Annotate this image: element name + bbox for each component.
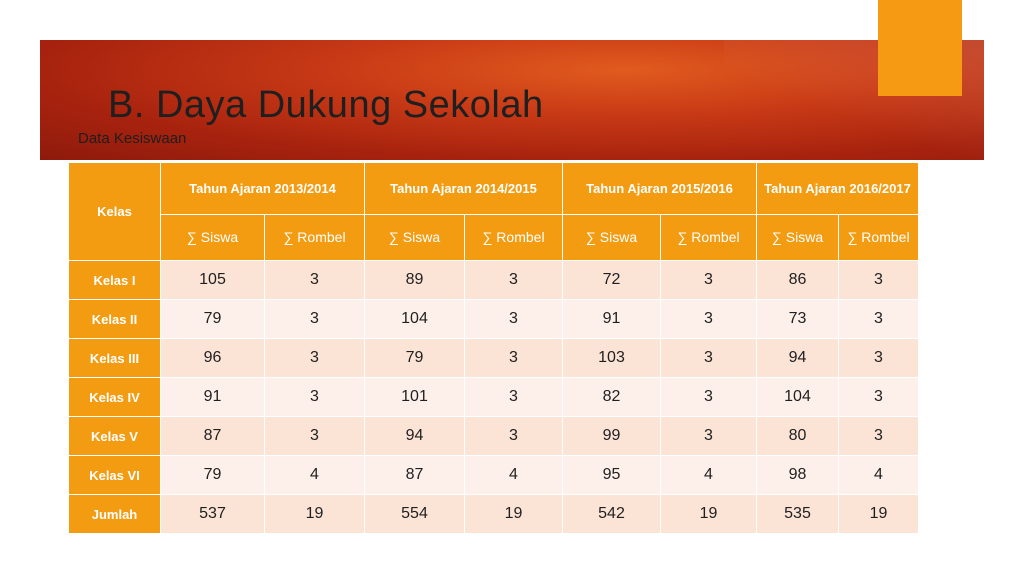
table-row: [69, 378, 919, 417]
rombel-cell: 19: [265, 495, 365, 534]
table-row: [69, 339, 919, 378]
siswa-cell: 95: [563, 456, 661, 495]
subheader: ∑ Siswa: [563, 215, 661, 261]
rombel-cell: 3: [661, 378, 757, 417]
rombel-cell: 3: [839, 417, 919, 456]
siswa-cell: 80: [757, 417, 839, 456]
rombel-cell: 4: [839, 456, 919, 495]
rombel-cell: 3: [661, 417, 757, 456]
rombel-cell: 3: [839, 339, 919, 378]
siswa-cell: 79: [161, 456, 265, 495]
siswa-cell: 99: [563, 417, 661, 456]
rombel-cell: 4: [265, 456, 365, 495]
siswa-cell: 103: [563, 339, 661, 378]
siswa-cell: 87: [365, 456, 465, 495]
siswa-cell: 104: [365, 300, 465, 339]
siswa-cell: 104: [757, 378, 839, 417]
rombel-cell: 19: [839, 495, 919, 534]
year-header: Tahun Ajaran 2013/2014: [161, 163, 365, 215]
rombel-cell: 3: [465, 417, 563, 456]
siswa-cell: 542: [563, 495, 661, 534]
slide-subtitle: Data Kesiswaan: [78, 130, 187, 147]
table-body: [69, 261, 919, 534]
row-label: Kelas III: [69, 339, 161, 378]
student-data-table: [68, 162, 919, 534]
year-header: Tahun Ajaran 2016/2017: [757, 163, 919, 215]
subheader: ∑ Siswa: [365, 215, 465, 261]
siswa-cell: 86: [757, 261, 839, 300]
rombel-cell: 3: [265, 339, 365, 378]
row-label: Kelas V: [69, 417, 161, 456]
slide-title: B. Daya Dukung Sekolah: [108, 84, 544, 126]
rombel-cell: 19: [465, 495, 563, 534]
siswa-cell: 79: [365, 339, 465, 378]
subheader-row: [69, 215, 919, 261]
siswa-cell: 98: [757, 456, 839, 495]
row-label: Kelas IV: [69, 378, 161, 417]
rombel-cell: 3: [661, 261, 757, 300]
total-row: [69, 495, 919, 534]
subheader: ∑ Rombel: [265, 215, 365, 261]
subheader: ∑ Rombel: [661, 215, 757, 261]
row-label: Kelas I: [69, 261, 161, 300]
rombel-cell: 3: [465, 300, 563, 339]
row-label: Kelas VI: [69, 456, 161, 495]
rombel-cell: 3: [465, 261, 563, 300]
siswa-cell: 82: [563, 378, 661, 417]
accent-box: [878, 0, 962, 96]
rombel-cell: 3: [661, 300, 757, 339]
table-row: [69, 417, 919, 456]
rombel-cell: 3: [661, 339, 757, 378]
subheader: ∑ Siswa: [161, 215, 265, 261]
year-header: Tahun Ajaran 2014/2015: [365, 163, 563, 215]
siswa-cell: 79: [161, 300, 265, 339]
row-label: Jumlah: [69, 495, 161, 534]
rombel-cell: 3: [265, 261, 365, 300]
rombel-cell: 3: [265, 417, 365, 456]
siswa-cell: 535: [757, 495, 839, 534]
rombel-cell: 3: [839, 300, 919, 339]
siswa-cell: 537: [161, 495, 265, 534]
siswa-cell: 94: [757, 339, 839, 378]
siswa-cell: 96: [161, 339, 265, 378]
rombel-cell: 3: [465, 378, 563, 417]
kelas-header: Kelas: [69, 163, 161, 261]
siswa-cell: 91: [563, 300, 661, 339]
year-header-row: [69, 163, 919, 215]
siswa-cell: 89: [365, 261, 465, 300]
siswa-cell: 94: [365, 417, 465, 456]
siswa-cell: 105: [161, 261, 265, 300]
rombel-cell: 3: [265, 300, 365, 339]
siswa-cell: 554: [365, 495, 465, 534]
subheader: ∑ Siswa: [757, 215, 839, 261]
row-label: Kelas II: [69, 300, 161, 339]
rombel-cell: 4: [661, 456, 757, 495]
rombel-cell: 3: [465, 339, 563, 378]
year-header: Tahun Ajaran 2015/2016: [563, 163, 757, 215]
rombel-cell: 3: [839, 261, 919, 300]
rombel-cell: 19: [661, 495, 757, 534]
siswa-cell: 87: [161, 417, 265, 456]
siswa-cell: 101: [365, 378, 465, 417]
rombel-cell: 4: [465, 456, 563, 495]
subheader: ∑ Rombel: [465, 215, 563, 261]
siswa-cell: 91: [161, 378, 265, 417]
subheader: ∑ Rombel: [839, 215, 919, 261]
siswa-cell: 73: [757, 300, 839, 339]
rombel-cell: 3: [265, 378, 365, 417]
table-row: [69, 456, 919, 495]
siswa-cell: 72: [563, 261, 661, 300]
table-row: [69, 300, 919, 339]
table-row: [69, 261, 919, 300]
rombel-cell: 3: [839, 378, 919, 417]
